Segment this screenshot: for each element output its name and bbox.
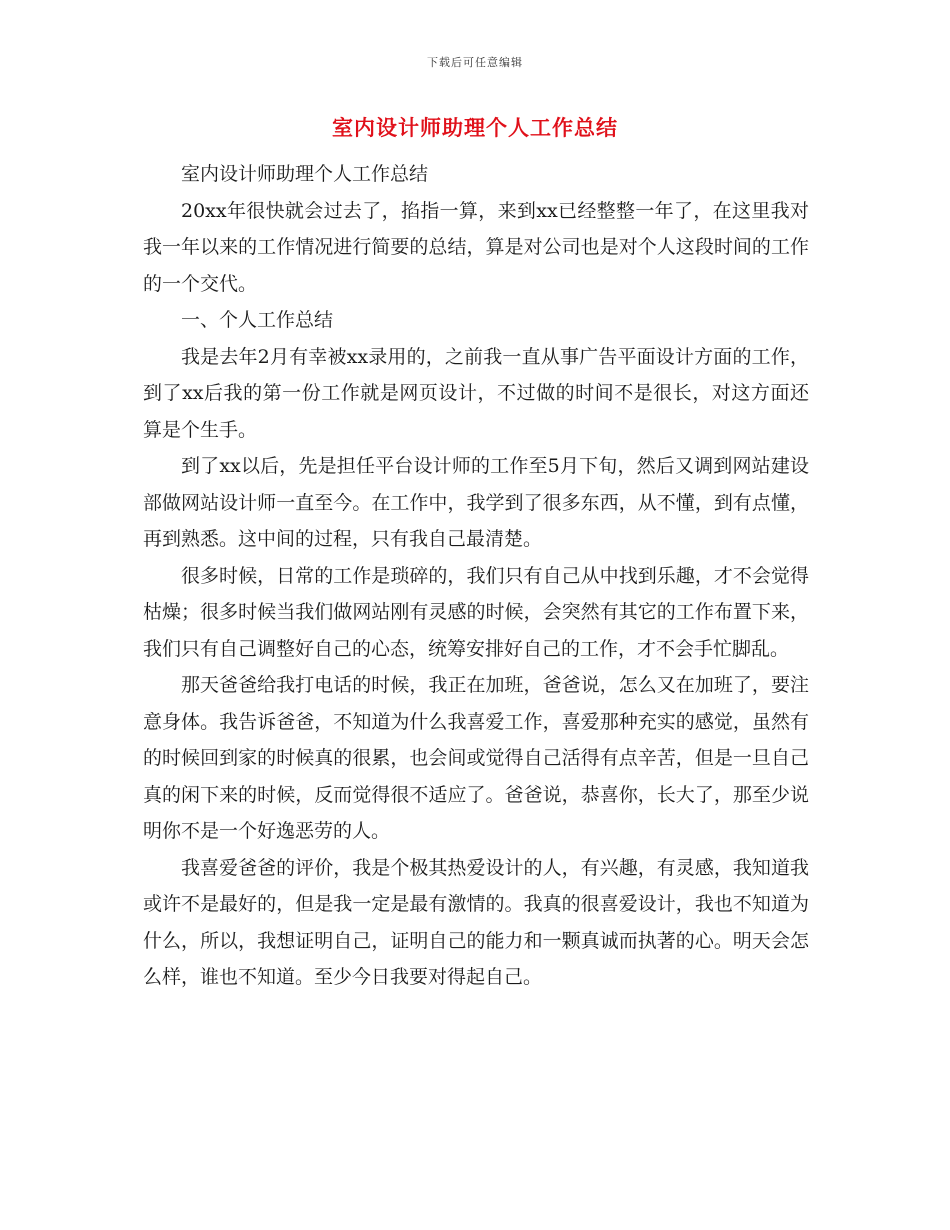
document-body [143, 156, 809, 996]
document-title: 室内设计师助理个人工作总结 [332, 115, 618, 140]
page-header-note: 下载后可任意编辑 [427, 56, 523, 69]
body-paragraph: 到了xx以后，先是担任平台设计师的工作至5月下旬，然后又调到网站建设部做网站设计师一直至今。在工作中，我学到了很多东西，从不懂，到有点懂，再到熟悉。这中间的过程，只有我自己最清楚。 [143, 455, 809, 550]
section-heading: 一、个人工作总结 [181, 309, 334, 331]
subtitle-paragraph: 室内设计师助理个人工作总结 [181, 163, 429, 185]
body-paragraph: 我是去年2月有幸被xx录用的，之前我一直从事广告平面设计方面的工作，到了xx后我的第一份工作就是网页设计，不过做的时间不是很长，对这方面还算是个生手。 [143, 345, 809, 441]
body-paragraph: 那天爸爸给我打电话的时候，我正在加班，爸爸说，怎么又在加班了，要注意身体。我告诉爸爸，不知道为什么我喜爱工作，喜爱那种充实的感觉，虽然有的时候回到家的时候真的很累，也会间或觉得自己活得有点辛苦，但是一旦自己真的闲下来的时候，反而觉得很不适应了。爸爸说，恭喜你，长大了，那至少说明你不是一个好逸恶劳的人。 [143, 674, 809, 842]
body-paragraph: 我喜爱爸爸的评价，我是个极其热爱设计的人，有兴趣，有灵感，我知道我或许不是最好的，但是我一定是最有激情的。我真的很喜爱设计，我也不知道为什么，所以，我想证明自己，证明自己的能力和一颗真诚而执著的心。明天会怎么样，谁也不知道。至少今日我要对得起自己。 [143, 856, 809, 988]
intro-paragraph: 20xx年很快就会过去了，掐指一算，来到xx已经整整一年了，在这里我对我一年以来的工作情况进行简要的总结，算是对公司也是对个人这段时间的工作的一个交代。 [143, 199, 809, 295]
body-paragraph: 很多时候，日常的工作是琐碎的，我们只有自己从中找到乐趣，才不会觉得枯燥；很多时候当我们做网站刚有灵感的时候，会突然有其它的工作布置下来，我们只有自己调整好自己的心态，统筹安排好自己的工作，才不会手忙脚乱。 [143, 564, 809, 660]
